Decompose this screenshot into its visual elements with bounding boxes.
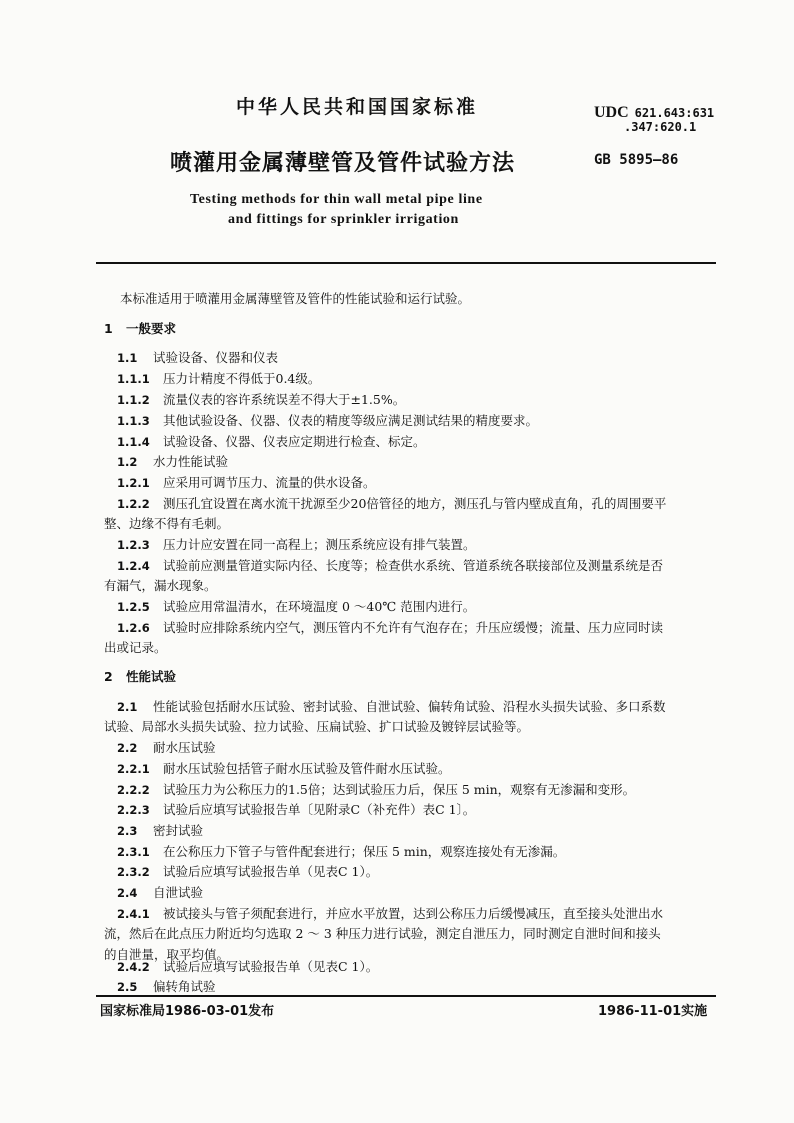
issue-date: 国家标准局1986-03-01发布	[100, 1004, 275, 1019]
clause-1-2-6: 1.2.6 试验时应排除系统内空气，测压管内不允许有气泡存在；升压应缓慢；流量、压力应同时读	[117, 620, 664, 635]
gb-standard-number: GB 5895—86	[594, 152, 679, 168]
clause-2-2-2: 2.2.2 试验压力为公称压力的1.5倍；达到试验压力后，保压 5 min，观察有无渗漏和变形。	[117, 782, 636, 797]
clause-1-2-2: 1.2.2 测压孔宜设置在离水流干扰源至少20倍管径的地方，测压孔与管内壁成直角，孔的周围要平	[117, 496, 667, 511]
clause-2-5: 2.5 偏转角试验	[117, 979, 216, 994]
clause-2-3: 2.3 密封试验	[117, 823, 204, 838]
scope-paragraph: 本标准适用于喷灌用金属薄壁管及管件的性能试验和运行试验。	[120, 291, 471, 306]
clause-2-3-2: 2.3.2 试验后应填写试验报告单（见表C 1）。	[117, 864, 379, 879]
effective-date: 1986-11-01实施	[598, 1004, 708, 1019]
clause-2-2-1: 2.2.1 耐水压试验包括管子耐水压试验及管件耐水压试验。	[117, 761, 451, 776]
clause-2-2-3: 2.2.3 试验后应填写试验报告单〔见附录C（补充件）表C 1〕。	[117, 802, 476, 817]
footer-divider	[96, 995, 716, 997]
udc-label: UDC	[594, 104, 629, 121]
standard-category-title: 中华人民共和国国家标准	[236, 96, 479, 118]
clause-2-3-1: 2.3.1 在公称压力下管子与管件配套进行；保压 5 min，观察连接处有无渗漏。	[117, 844, 566, 859]
clause-2-4: 2.4 自泄试验	[117, 885, 204, 900]
clause-1-2-3: 1.2.3 压力计应安置在同一高程上；测压系统应设有排气装置。	[117, 537, 476, 552]
section-heading-2: 2 性能试验	[104, 669, 177, 684]
header-divider	[96, 262, 716, 264]
clause-1-2-1: 1.2.1 应采用可调节压力、流量的供水设备。	[117, 475, 376, 490]
clause-2-2: 2.2 耐水压试验	[117, 740, 216, 755]
clause-1-1-1: 1.1.1 压力计精度不得低于0.4级。	[117, 371, 321, 386]
clause-2-4-1-continuation-1: 流，然后在此点压力附近均匀选取 2 ～ 3 种压力进行试验，测定自泄压力，同时测定自泄时间和接头	[104, 926, 661, 941]
udc-code-line-1: 621.643:631	[634, 106, 715, 120]
clause-2-4-1-continuation-2: 的自泄量，取平均值。	[104, 947, 230, 962]
clause-1-1-2: 1.1.2 流量仪表的容许系统误差不得大于±1.5%。	[117, 392, 406, 407]
clause-1-1-4: 1.1.4 试验设备、仪器、仪表应定期进行检查、标定。	[117, 434, 426, 449]
clause-1-2-4-continuation: 有漏气，漏水现象。	[104, 578, 217, 593]
clause-1-2-5: 1.2.5 试验应用常温清水，在环境温度 0 ～40℃ 范围内进行。	[117, 599, 476, 614]
clause-1-2-6-continuation: 出或记录。	[104, 640, 167, 655]
clause-2-1: 2.1 性能试验包括耐水压试验、密封试验、自泄试验、偏转角试验、沿程水头损失试验、多口系数	[117, 699, 666, 714]
english-title-line-2: and fittings for sprinkler irrigation	[228, 212, 459, 227]
clause-1-1: 1.1 试验设备、仪器和仪表	[117, 350, 279, 365]
document-title: 喷灌用金属薄壁管及管件试验方法	[170, 151, 516, 176]
clause-1-2-4: 1.2.4 试验前应测量管道实际内径、长度等；检查供水系统、管道系统各联接部位及测量系统是否	[117, 558, 664, 573]
clause-2-4-2: 2.4.2 试验后应填写试验报告单（见表C 1）。	[117, 959, 379, 974]
clause-1-2-2-continuation: 整、边缘不得有毛刺。	[104, 516, 230, 531]
clause-2-1-continuation: 试验、局部水头损失试验、拉力试验、压扁试验、扩口试验及镀锌层试验等。	[104, 719, 530, 734]
clause-2-4-1: 2.4.1 被试接头与管子须配套进行，并应水平放置，达到公称压力后缓慢减压，直至接头处泄出水	[117, 906, 664, 921]
udc-code-line-2: .347:620.1	[624, 120, 697, 134]
clause-1-2: 1.2 水力性能试验	[117, 454, 229, 469]
english-title-line-1: Testing methods for thin wall metal pipe line	[190, 192, 483, 207]
clause-1-1-3: 1.1.3 其他试验设备、仪器、仪表的精度等级应满足测试结果的精度要求。	[117, 413, 539, 428]
section-heading-1: 1 一般要求	[104, 321, 177, 336]
